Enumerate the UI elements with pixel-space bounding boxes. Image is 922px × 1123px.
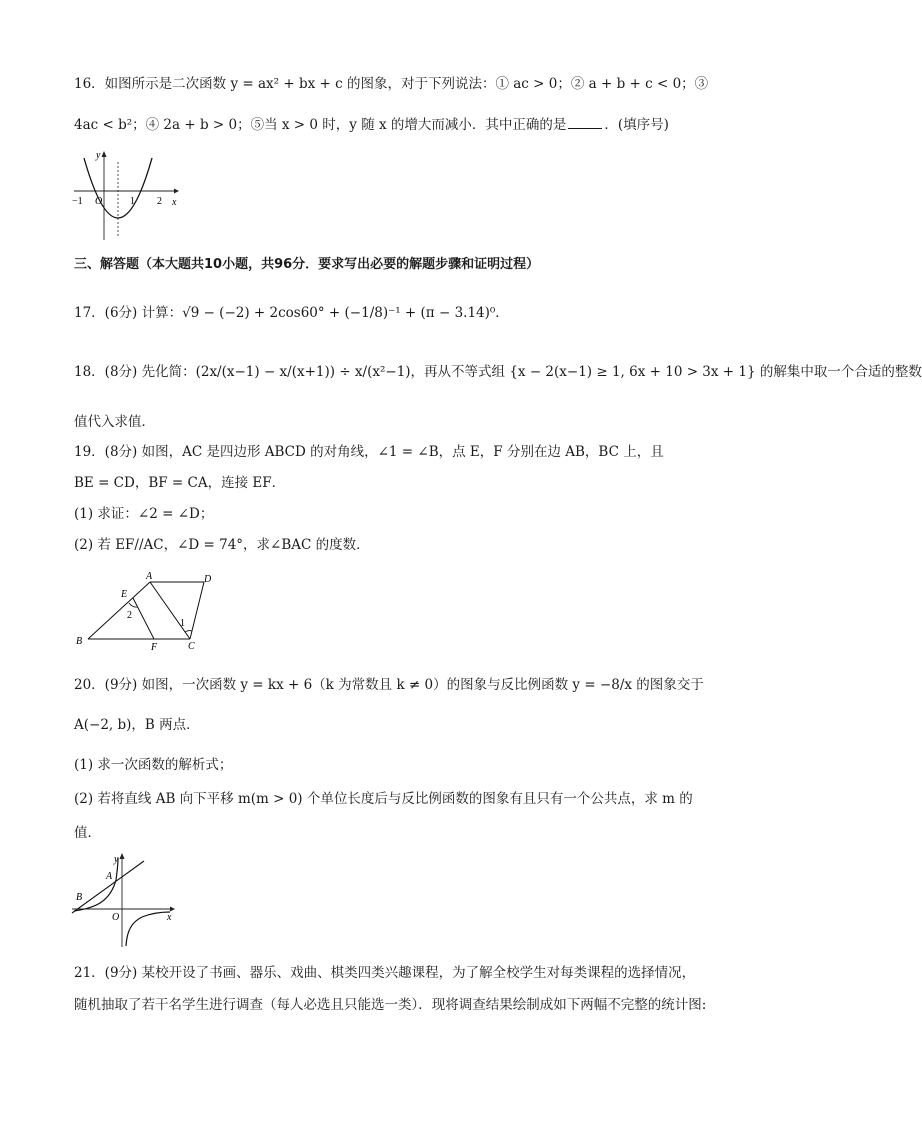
q19-line1: 19．(8分) 如图，AC 是四边形 ABCD 的对角线，∠1 = ∠B，点 E，F 分别在边 AB，BC 上，且 [74, 444, 664, 460]
q21-line1: 21．(9分) 某校开设了书画、器乐、戏曲、棋类四类兴趣课程，为了解全校学生对每类课程的选择情况， [74, 965, 696, 981]
label-angle-1: 1 [180, 618, 185, 629]
q20-part2: (2) 若将直线 AB 向下平移 m(m > 0) 个单位长度后与反比例函数的图象有且只有一个公共点，求 m 的 [74, 791, 693, 807]
q19-part1: (1) 求证：∠2 = ∠D； [74, 506, 214, 522]
hyperbola-branch-right [126, 912, 170, 946]
diagonal-AC [150, 582, 190, 639]
q16-line2-suffix: ．(填序号) [604, 117, 669, 133]
x-axis-arrow [174, 189, 179, 194]
answer-blank [568, 116, 602, 129]
label-E: E [121, 589, 128, 600]
label-B: B [76, 636, 83, 647]
q20-part1: (1) 求一次函数的解析式； [74, 757, 233, 773]
y-label: y [96, 150, 101, 161]
y-axis-arrow [102, 151, 107, 157]
x-label: x [167, 912, 172, 923]
q20-line1: 20．(9分) 如图，一次函数 y = kx + 6（k 为常数且 k ≠ 0）的图象与反比例函数 y = −8/x 的图象交于 [74, 677, 704, 693]
label-A: A [106, 871, 113, 882]
q18-line1: 18．(8分) 先化简：(2x/(x−1) − x/(x+1)) ÷ x/(x²−1)，再从不等式组 {x − 2(x−1) ≥ 1, 6x + 10 > 3x + 1} 的解集中取一个合适的整数 [74, 364, 922, 380]
q16-line2 [74, 115, 669, 135]
segment-EF [133, 598, 154, 639]
label-B: B [76, 892, 83, 903]
label-A: A [146, 571, 153, 582]
x-label: x [172, 197, 177, 208]
q17-line: 17．(6分) 计算：√9 − (−2) + 2cos60° + (−1/8)⁻¹ + (π − 3.14)⁰． [74, 305, 509, 321]
q18-line2: 值代入求值． [74, 414, 155, 430]
origin-label: O [112, 912, 120, 923]
angle-1-arc [185, 631, 192, 632]
quadrilateral-figure [72, 568, 222, 652]
q20-line2: A(−2, b)，B 两点． [74, 717, 200, 733]
section-heading: 三、解答题（本大题共10小题，共96分．要求写出必要的解题步骤和证明过程） [74, 257, 540, 272]
line-AB [72, 861, 144, 913]
q21-line2: 随机抽取了若干名学生进行调查（每人必选且只能选一类）．现将调查结果绘制成如下两幅不完整的统计图: [74, 997, 707, 1013]
tick-2: 2 [157, 196, 162, 207]
q20-part2-end: 值． [74, 825, 101, 841]
tick-1: 1 [130, 196, 135, 207]
label-D: D [204, 574, 212, 585]
q16-line1: 16．如图所示是二次函数 y = ax² + bx + c 的图象，对于下列说法：① ac > 0；② a + b + c < 0；③ [74, 76, 709, 92]
y-axis-arrow [120, 853, 125, 859]
origin-label: O [95, 196, 103, 207]
label-angle-2: 2 [127, 610, 132, 621]
label-C: C [188, 641, 195, 652]
q16-line2-text: 4ac < b²；④ 2a + b > 0；⑤当 x > 0 时，y 随 x 的增大而减小．其中正确的是 [74, 117, 567, 133]
parabola-figure [70, 148, 182, 243]
q19-part2: (2) 若 EF//AC，∠D = 74°，求∠BAC 的度数． [74, 537, 370, 553]
tick-minus1: −1 [72, 196, 83, 207]
segment-BA [88, 582, 150, 639]
hyperbola-figure [70, 850, 180, 950]
q19-line2: BE = CD，BF = CA，连接 EF． [74, 475, 286, 491]
label-F: F [151, 642, 158, 653]
x-axis-arrow [170, 907, 175, 912]
segment-DC [190, 582, 204, 639]
y-label: y [114, 854, 119, 865]
